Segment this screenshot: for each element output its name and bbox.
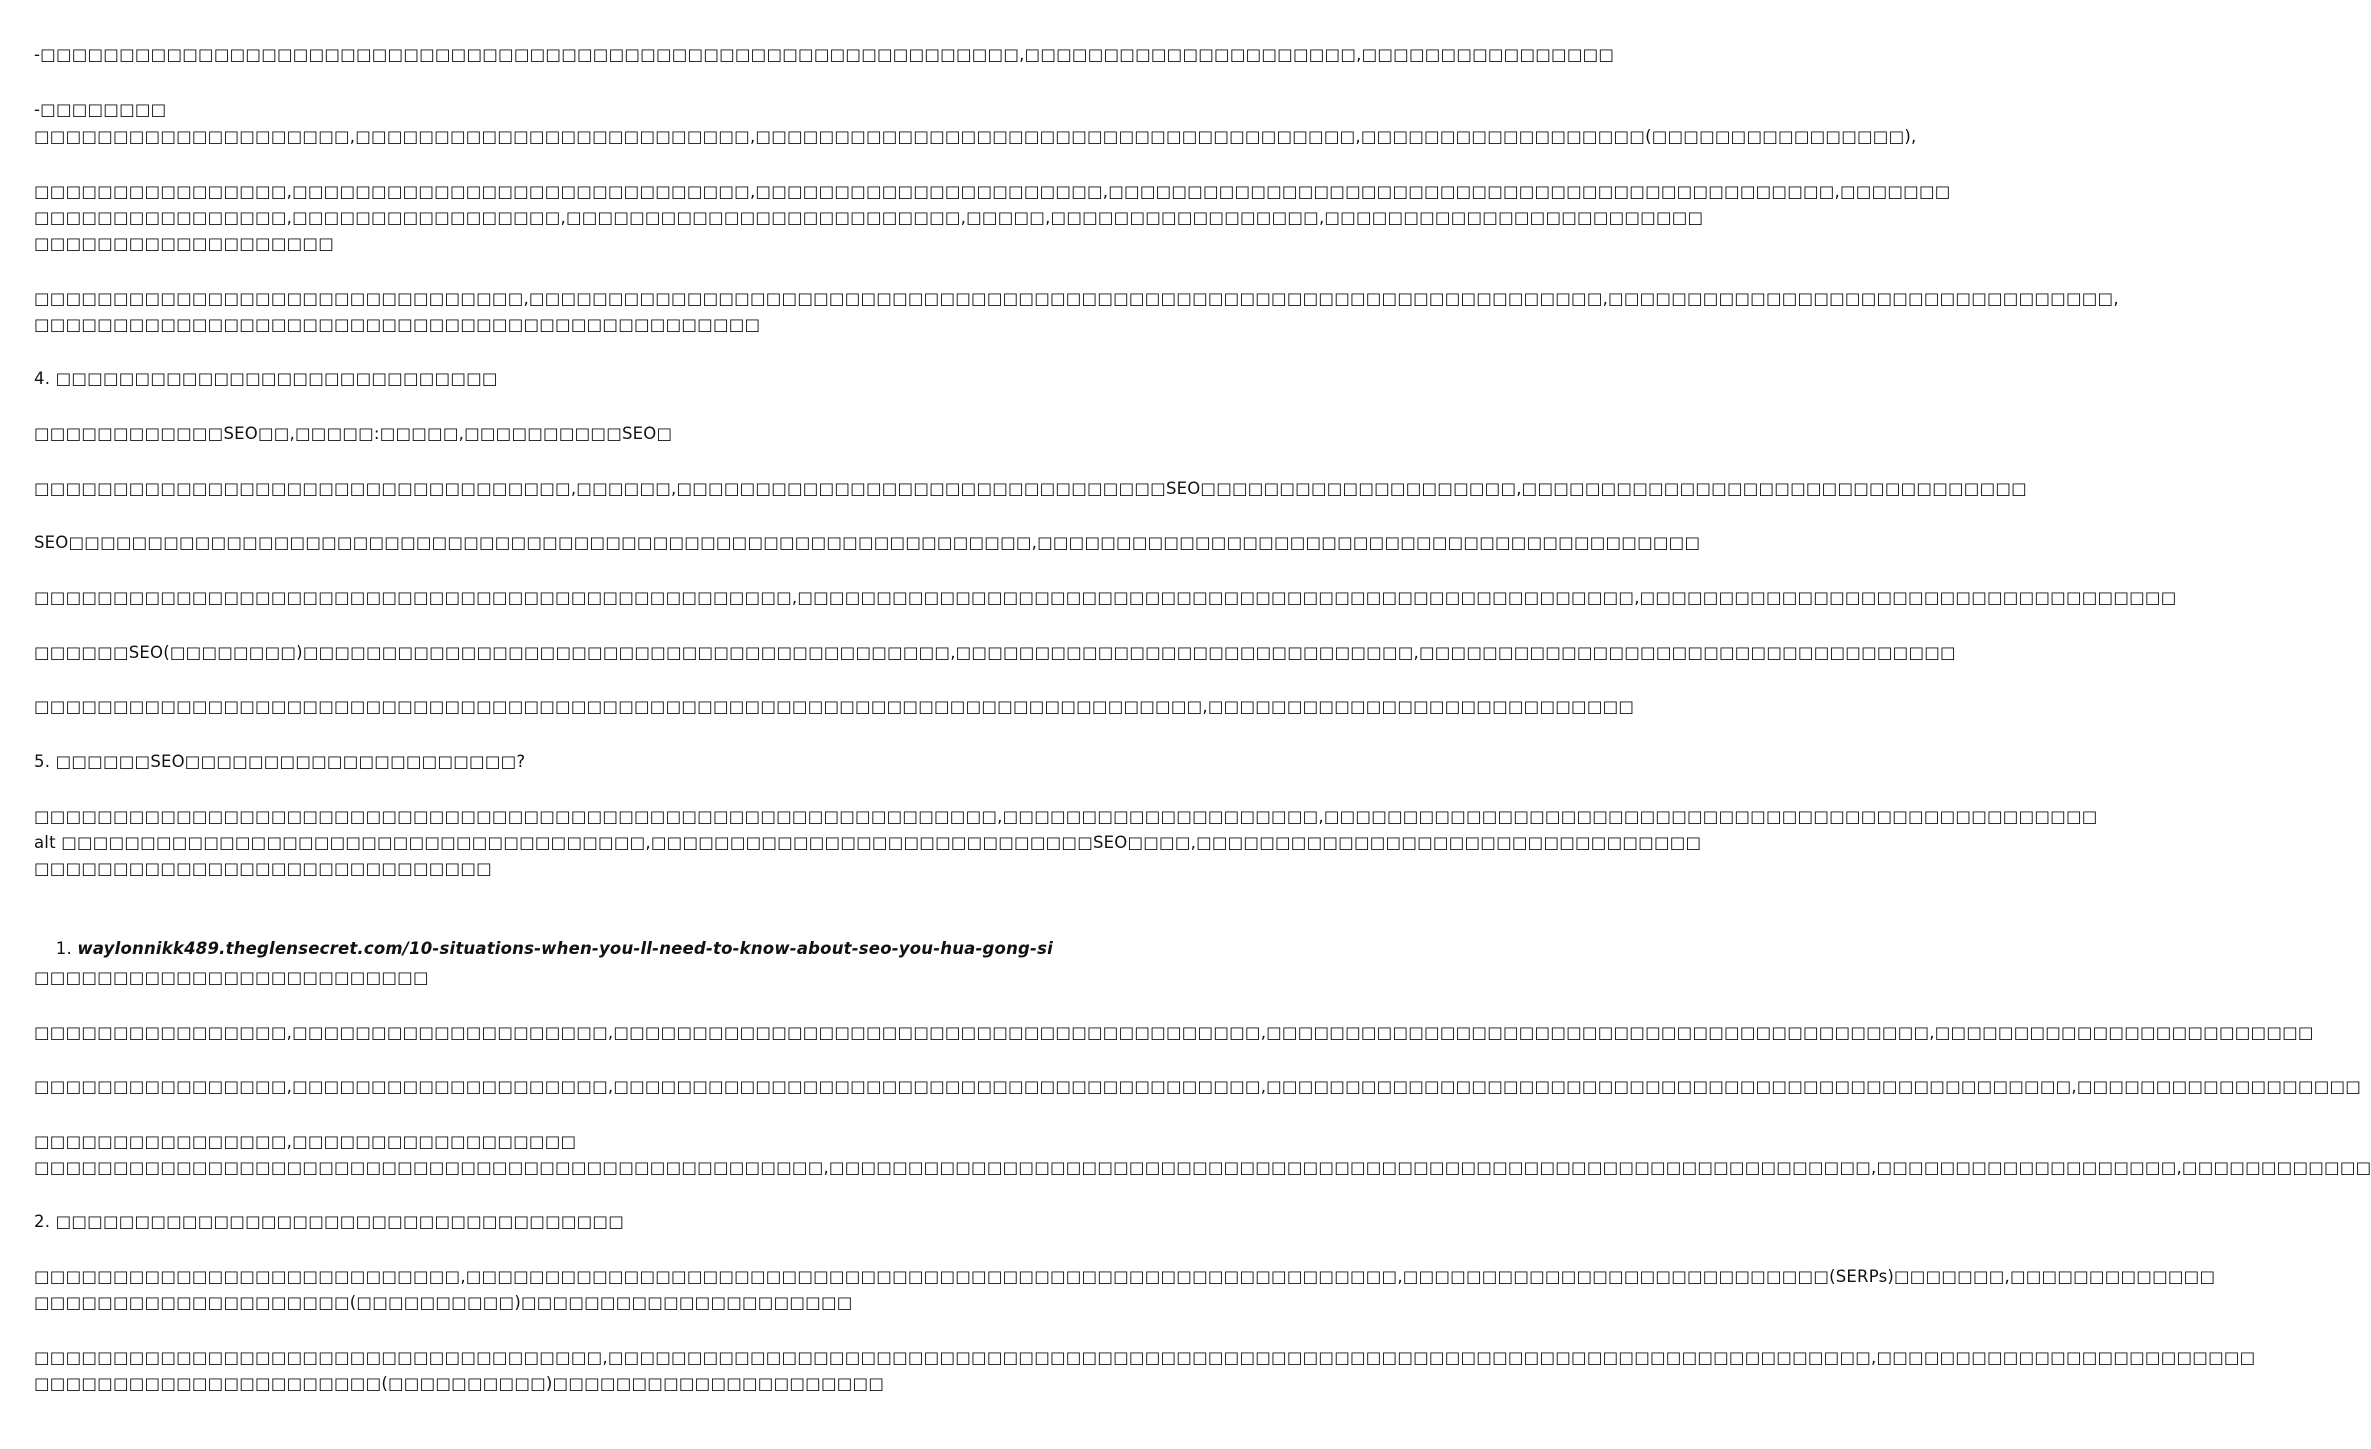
- paragraph-1-line-1: -□□□□□□□□□□□□□□□□□□□□□□□□□□□□□□□□□□□□□□□□□□□□□□□□□□□□□□□□□□□□□□,□□□□□□□□□□□□□□□□□□□□□,□□□□□□□□□□□□□□□□: [34, 45, 1615, 64]
- paragraph-15-line-1: □□□□□□□□□□□□□□□□□□□□□□□□□: [34, 968, 429, 987]
- paragraph-13-line-3: □□□□□□□□□□□□□□□□□□□□□□□□□□□□□: [34, 859, 492, 878]
- paragraph-3-line-2: □□□□□□□□□□□□□□□□,□□□□□□□□□□□□□□□□□,□□□□□□□□□□□□□□□□□□□□□□□□□,□□□□□,□□□□□□□□□□□□□□□□□,□□□□□□□□□□□□□□□□□□□□□□□□: [34, 208, 1704, 227]
- paragraph-3-line-3: □□□□□□□□□□□□□□□□□□□: [34, 234, 335, 253]
- list-item-link-1[interactable]: [34, 910, 1053, 958]
- paragraph-13-line-2: alt □□□□□□□□□□□□□□□□□□□□□□□□□□□□□□□□□□□□□,□□□□□□□□□□□□□□□□□□□□□□□□□□□□SEO□□□□,□□□□□□□□□□□□□□□□□□□□□□□□□□□□□□□□: [34, 833, 1702, 852]
- section-heading-4: 4. □□□□□□□□□□□□□□□□□□□□□□□□□□□□: [34, 369, 498, 388]
- paragraph-4-line-2: □□□□□□□□□□□□□□□□□□□□□□□□□□□□□□□□□□□□□□□□□□□□□□: [34, 315, 761, 334]
- paragraph-20-line-2: □□□□□□□□□□□□□□□□□□□□(□□□□□□□□□□)□□□□□□□□□□□□□□□□□□□□□: [34, 1293, 853, 1312]
- paragraph-3-line-1: □□□□□□□□□□□□□□□□,□□□□□□□□□□□□□□□□□□□□□□□□□□□□□,□□□□□□□□□□□□□□□□□□□□□□,□□□□□□□□□□□□□□□□□□□□□□□□□□□□□□□□□□□□□□□□□□□□□□,□□□□□□□: [34, 182, 1951, 201]
- paragraph-7-line-1: □□□□□□□□□□□□□□□□□□□□□□□□□□□□□□□□□□,□□□□□□,□□□□□□□□□□□□□□□□□□□□□□□□□□□□□□□SEO□□□□□□□□□□□□□□□□□□□□,□□□□□□□□□□□□□□□□□□□□□□□□□□□□□□□□: [34, 479, 2027, 498]
- document-page: [34, 0, 2371, 1449]
- paragraph-4-line-1: □□□□□□□□□□□□□□□□□□□□□□□□□□□□□□□,□□□□□□□□□□□□□□□□□□□□□□□□□□□□□□□□□□□□□□□□□□□□□□□□□□□□□□□□□□□□□□□□□□□□,□□□□□□□□□□□□□□□□□□□□□□□□□□□□□□□□,: [34, 289, 2119, 308]
- section-heading-5: 5. □□□□□□SEO□□□□□□□□□□□□□□□□□□□□□?: [34, 752, 526, 771]
- paragraph-20-line-1: □□□□□□□□□□□□□□□□□□□□□□□□□□□,□□□□□□□□□□□□□□□□□□□□□□□□□□□□□□□□□□□□□□□□□□□□□□□□□□□□□□□□□□□,□□□□□□□□□□□□□□□□□□□□□□□□□□□(SERPs)□□□□□□□,□□□□□□□□□□□□□: [34, 1267, 2216, 1286]
- url-link[interactable]: waylonnikk489.theglensecret.com/10-situations-when-you-ll-need-to-know-about-seo-you-hua-gong-si: [77, 939, 1053, 958]
- paragraph-18-line-2: □□□□□□□□□□□□□□□□□□□□□□□□□□□□□□□□□□□□□□□□□□□□□□□□□□,□□□□□□□□□□□□□□□□□□□□□□□□□□□□□□□□□□□□□□□□□□□□□□□□□□□□□□□□□□□□□□□□□□,□□□□□□□□□□□□□□□□□□□,□□□□□□□□□□□□: [34, 1158, 2371, 1177]
- paragraph-2-line-2: □□□□□□□□□□□□□□□□□□□□,□□□□□□□□□□□□□□□□□□□□□□□□□,□□□□□□□□□□□□□□□□□□□□□□□□□□□□□□□□□□□□□□,□□□□□□□□□□□□□□□□□□(□□□□□□□□□□□□□□□□),: [34, 127, 1917, 146]
- paragraph-10-line-1: □□□□□□SEO(□□□□□□□□)□□□□□□□□□□□□□□□□□□□□□□□□□□□□□□□□□□□□□□□□□,□□□□□□□□□□□□□□□□□□□□□□□□□□□□□,□□□□□□□□□□□□□□□□□□□□□□□□□□□□□□□□□□: [34, 643, 1956, 662]
- paragraph-11-line-1: □□□□□□□□□□□□□□□□□□□□□□□□□□□□□□□□□□□□□□□□□□□□□□□□□□□□□□□□□□□□□□□□□□□□□□□□□□,□□□□□□□□□□□□□□□□□□□□□□□□□□□: [34, 697, 1635, 716]
- paragraph-21-line-2: □□□□□□□□□□□□□□□□□□□□□□(□□□□□□□□□□)□□□□□□□□□□□□□□□□□□□□□: [34, 1374, 885, 1393]
- paragraph-9-line-1: □□□□□□□□□□□□□□□□□□□□□□□□□□□□□□□□□□□□□□□□□□□□□□□□,□□□□□□□□□□□□□□□□□□□□□□□□□□□□□□□□□□□□□□□□□□□□□□□□□□□□□,□□□□□□□□□□□□□□□□□□□□□□□□□□□□□□□□□□: [34, 588, 2177, 607]
- paragraph-6-line-1: □□□□□□□□□□□□SEO□□,□□□□□:□□□□□,□□□□□□□□□□SEO□: [34, 424, 673, 443]
- paragraph-21-line-1: □□□□□□□□□□□□□□□□□□□□□□□□□□□□□□□□□□□□,□□□□□□□□□□□□□□□□□□□□□□□□□□□□□□□□□□□□□□□□□□□□□□□□□□□□□□□□□□□□□□□□□□□□□□□□□□□□□□□□,□□□□□□□□□□□□□□□□□□□□□□□□: [34, 1348, 2256, 1367]
- section-heading-2: 2. □□□□□□□□□□□□□□□□□□□□□□□□□□□□□□□□□□□□: [34, 1212, 625, 1231]
- paragraph-18-line-1: □□□□□□□□□□□□□□□□,□□□□□□□□□□□□□□□□□□: [34, 1132, 577, 1151]
- paragraph-2-line-1: -□□□□□□□□: [34, 100, 167, 119]
- list-number: 1.: [55, 939, 78, 958]
- paragraph-17-line-1: □□□□□□□□□□□□□□□□,□□□□□□□□□□□□□□□□□□□□,□□□□□□□□□□□□□□□□□□□□□□□□□□□□□□□□□□□□□□□□□,□□□□□□□□□□□□□□□□□□□□□□□□□□□□□□□□□□□□□□□□□□□□□□□□□□□,□□□□□□□□□□□□□□□□□□: [34, 1077, 2362, 1096]
- paragraph-16-line-1: □□□□□□□□□□□□□□□□,□□□□□□□□□□□□□□□□□□□□,□□□□□□□□□□□□□□□□□□□□□□□□□□□□□□□□□□□□□□□□□,□□□□□□□□□□□□□□□□□□□□□□□□□□□□□□□□□□□□□□□□□□,□□□□□□□□□□□□□□□□□□□□□□□□: [34, 1023, 2314, 1042]
- paragraph-13-line-1: □□□□□□□□□□□□□□□□□□□□□□□□□□□□□□□□□□□□□□□□□□□□□□□□□□□□□□□□□□□□□,□□□□□□□□□□□□□□□□□□□□,□□□□□□□□□□□□□□□□□□□□□□□□□□□□□□□□□□□□□□□□□□□□□□□□□: [34, 807, 2098, 826]
- paragraph-8-line-1: SEO□□□□□□□□□□□□□□□□□□□□□□□□□□□□□□□□□□□□□□□□□□□□□□□□□□□□□□□□□□□□□,□□□□□□□□□□□□□□□□□□□□□□□□□□□□□□□□□□□□□□□□□□: [34, 533, 1701, 552]
